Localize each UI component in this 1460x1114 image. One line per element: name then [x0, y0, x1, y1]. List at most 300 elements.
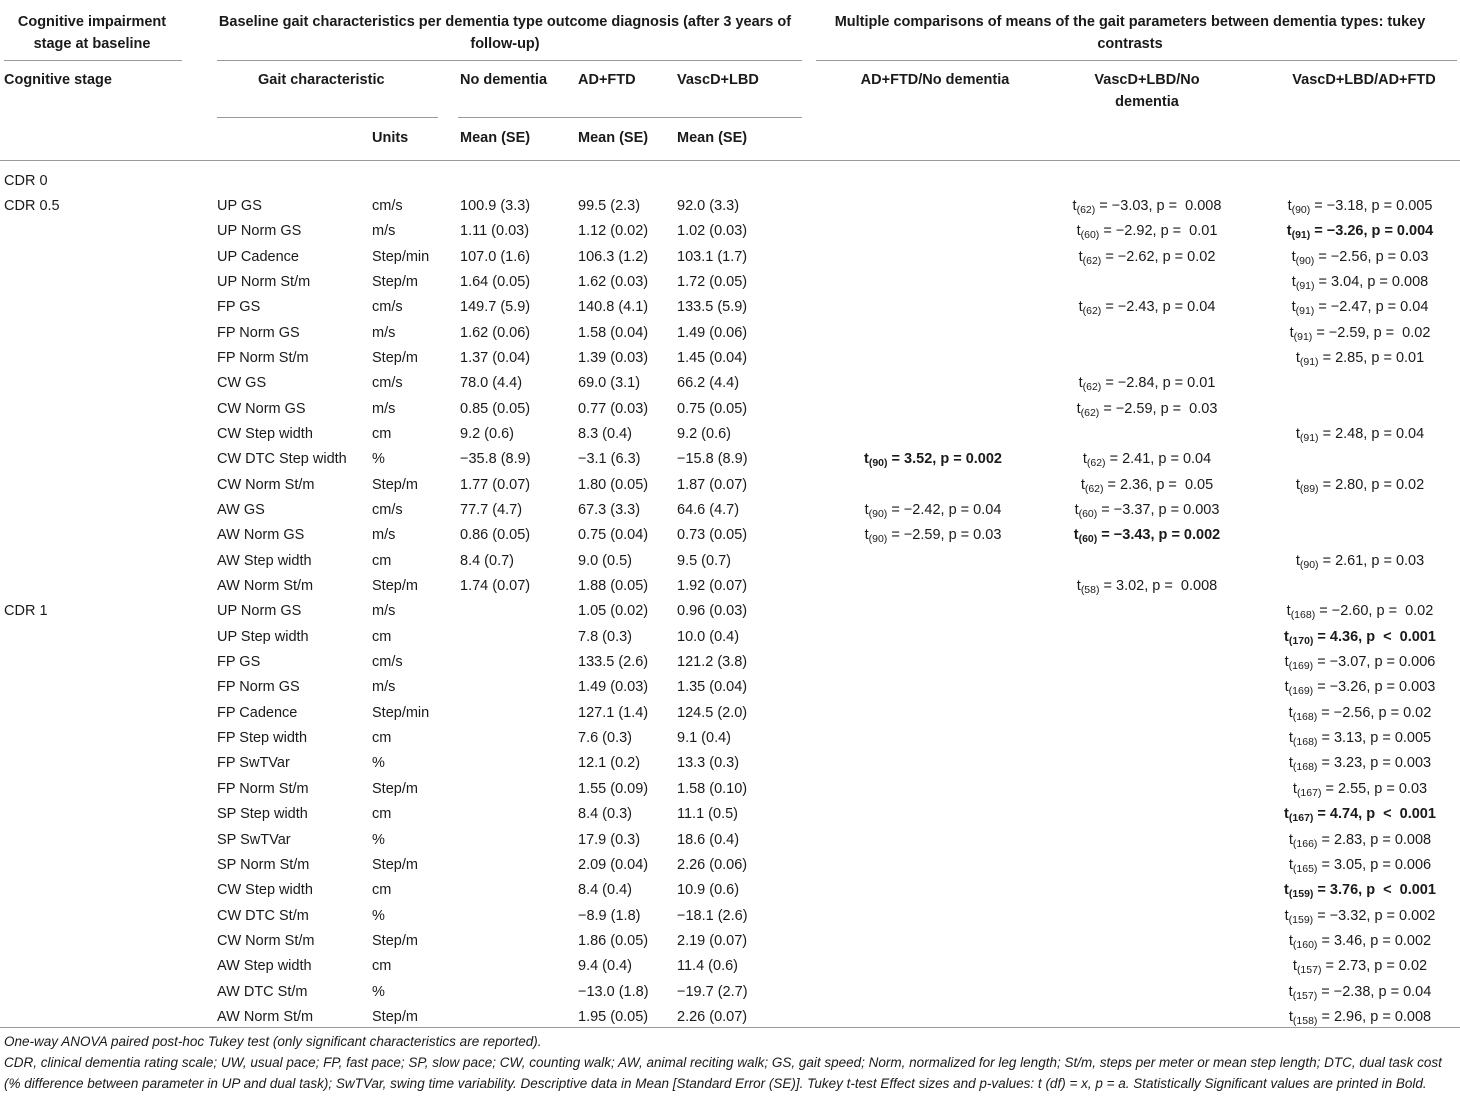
ad-ftd-mean-cell: 99.5 (2.3) — [578, 198, 641, 214]
ad-ftd-mean-cell: 1.88 (0.05) — [578, 578, 649, 595]
ad-ftd-mean-cell: 1.49 (0.03) — [578, 679, 649, 696]
degrees-of-freedom: (62) — [1082, 254, 1102, 267]
degrees-of-freedom: (90) — [1291, 204, 1311, 216]
cmp-vascd-lbd-ad-ftd-cell — [1270, 349, 1450, 367]
units-cell: Step/min — [372, 704, 430, 721]
vascd-lbd-mean-cell: 0.75 (0.05) — [677, 400, 748, 417]
cmp-vascd-lbd-ad-ftd-cell — [1270, 425, 1450, 443]
units-cell: cm — [372, 958, 392, 975]
ad-ftd-mean-cell: 9.4 (0.4) — [578, 958, 632, 975]
ad-ftd-mean-cell: 1.80 (0.05) — [578, 476, 649, 493]
test-result: = 3.05, p = 0.006 — [1317, 856, 1432, 873]
test-result: = 4.74, p < 0.001 — [1313, 806, 1436, 823]
t-statistic-symbol: t — [863, 451, 869, 468]
cmp-vascd-lbd-ad-ftd-cell — [1270, 907, 1450, 925]
degrees-of-freedom: (62) — [1086, 457, 1106, 470]
t-statistic-symbol: t — [1286, 603, 1291, 620]
degrees-of-freedom: (62) — [1076, 204, 1096, 216]
no-dementia-mean-cell: 1.62 (0.06) — [460, 324, 531, 341]
units-cell: cm/s — [372, 198, 403, 214]
gait-characteristic-cell: CW GS — [217, 375, 267, 392]
gait-characteristic-cell: CW Norm GS — [217, 400, 306, 417]
cmp-vascd-lbd-ad-ftd-cell — [1270, 298, 1450, 316]
vascd-lbd-mean-cell: 9.5 (0.7) — [677, 552, 731, 569]
gait-characteristic-cell: CW Step width — [217, 882, 313, 899]
test-result: = 2.85, p = 0.01 — [1318, 350, 1425, 367]
units-cell: % — [372, 451, 385, 468]
t-statistic-symbol: t — [1288, 1008, 1293, 1025]
vascd-lbd-mean-cell: 1.45 (0.04) — [677, 350, 748, 367]
ad-ftd-mean-cell: 1.05 (0.02) — [578, 603, 649, 620]
cmp-vascd-lbd-ad-ftd-cell — [1270, 602, 1450, 620]
vascd-lbd-mean-cell: −18.1 (2.6) — [677, 907, 748, 924]
t-statistic-symbol: t — [1082, 451, 1087, 468]
vascd-lbd-mean-cell: 1.87 (0.07) — [677, 476, 748, 493]
test-result: = 2.55, p = 0.03 — [1321, 780, 1428, 797]
t-statistic-symbol: t — [1288, 831, 1293, 848]
cmp-vascd-lbd-no-dementia-cell — [1057, 526, 1237, 544]
degrees-of-freedom: (90) — [868, 533, 888, 546]
vascd-lbd-mean-cell: 0.96 (0.03) — [677, 603, 748, 620]
degrees-of-freedom: (160) — [1292, 938, 1318, 951]
gait-characteristic-cell: SP SwTVar — [217, 831, 291, 848]
gait-characteristic-cell: AW Norm St/m — [217, 1008, 314, 1025]
cmp-vascd-lbd-ad-ftd-cell — [1270, 729, 1450, 747]
cmp-vascd-lbd-ad-ftd-cell — [1270, 957, 1450, 975]
gait-characteristic-cell: CW Norm St/m — [217, 476, 315, 493]
test-result: = 3.52, p = 0.002 — [887, 451, 1002, 468]
cmp-vascd-lbd-ad-ftd-cell — [1270, 222, 1450, 240]
gait-characteristic-cell: AW Norm GS — [217, 527, 305, 544]
degrees-of-freedom: (157) — [1296, 964, 1322, 977]
vascd-lbd-mean-cell: 66.2 (4.4) — [677, 375, 740, 392]
test-result: = −2.43, p = 0.04 — [1101, 299, 1216, 316]
cmp-vascd-lbd-ad-ftd-cell — [1270, 831, 1450, 849]
vascd-lbd-mean-cell: −19.7 (2.7) — [677, 983, 748, 1000]
units-cell: Step/min — [372, 248, 430, 265]
no-dementia-mean-cell: 1.37 (0.04) — [460, 350, 531, 367]
header-cmp-vascd-lbd-ad-ftd: VascD+LBD/AD+FTD — [1292, 72, 1436, 88]
units-cell: Step/m — [372, 780, 418, 797]
t-statistic-symbol: t — [1289, 324, 1294, 341]
test-result: = −3.37, p = 0.003 — [1097, 502, 1220, 519]
stage-label-cdr0: CDR 0 — [4, 173, 48, 189]
header-rule-gait — [217, 117, 438, 118]
cmp-vascd-lbd-ad-ftd-cell — [1270, 983, 1450, 1001]
test-result: = −3.07, p = 0.006 — [1313, 654, 1436, 671]
gait-characteristic-cell: SP Norm St/m — [217, 856, 310, 873]
degrees-of-freedom: (91) — [1295, 305, 1315, 318]
vascd-lbd-mean-cell: 18.6 (0.4) — [677, 831, 740, 848]
ad-ftd-mean-cell: 1.55 (0.09) — [578, 780, 649, 797]
cmp-vascd-lbd-no-dementia-cell — [1057, 197, 1237, 215]
header-baseline-group: Baseline gait characteristics per dementia type outcome diagnosis (after 3 years of follow-up) — [218, 14, 792, 52]
units-cell: Step/m — [372, 350, 418, 367]
gait-characteristic-cell: CW DTC Step width — [217, 451, 347, 468]
t-statistic-symbol: t — [1078, 248, 1083, 265]
vascd-lbd-mean-cell: 0.73 (0.05) — [677, 527, 748, 544]
gait-characteristic-cell: AW Step width — [217, 552, 312, 569]
units-cell: Step/m — [372, 476, 418, 493]
test-result: = −3.18, p = 0.005 — [1310, 198, 1433, 214]
units-cell: cm/s — [372, 502, 403, 519]
ad-ftd-mean-cell: 106.3 (1.2) — [578, 248, 649, 265]
test-result: = 2.36, p = 0.05 — [1103, 476, 1214, 493]
cmp-vascd-lbd-ad-ftd-cell — [1270, 552, 1450, 570]
gait-characteristic-cell: UP GS — [217, 198, 262, 214]
degrees-of-freedom: (89) — [1299, 482, 1319, 495]
units-cell: cm — [372, 806, 392, 823]
cmp-vascd-lbd-no-dementia-cell — [1057, 476, 1237, 494]
test-result: = −2.47, p = 0.04 — [1314, 299, 1429, 316]
cmp-vascd-lbd-ad-ftd-cell — [1270, 248, 1450, 266]
test-result: = 2.41, p = 0.04 — [1105, 451, 1212, 468]
ad-ftd-mean-cell: 8.3 (0.4) — [578, 426, 632, 443]
cmp-vascd-lbd-ad-ftd-cell — [1270, 932, 1450, 950]
degrees-of-freedom: (62) — [1082, 381, 1102, 394]
cmp-vascd-lbd-ad-ftd-cell — [1270, 704, 1450, 722]
no-dementia-mean-cell: 100.9 (3.3) — [460, 198, 531, 214]
no-dementia-mean-cell: 0.86 (0.05) — [460, 527, 531, 544]
units-cell: % — [372, 907, 385, 924]
t-statistic-symbol: t — [1284, 907, 1289, 924]
header-rule-baseline — [217, 60, 802, 61]
gait-characteristic-cell: FP Norm St/m — [217, 350, 309, 367]
test-result: = 3.02, p = 0.008 — [1099, 578, 1218, 595]
degrees-of-freedom: (168) — [1292, 736, 1318, 749]
vascd-lbd-mean-cell: 10.0 (0.4) — [677, 628, 740, 645]
test-result: = 3.23, p = 0.003 — [1317, 755, 1432, 772]
units-cell: m/s — [372, 400, 396, 417]
header-rule-means — [458, 117, 802, 118]
header-no-dementia: No dementia — [460, 72, 548, 88]
t-statistic-symbol: t — [1292, 958, 1297, 975]
t-statistic-symbol: t — [1291, 248, 1296, 265]
no-dementia-mean-cell: 1.77 (0.07) — [460, 476, 531, 493]
no-dementia-mean-cell: 77.7 (4.7) — [460, 502, 523, 519]
degrees-of-freedom: (168) — [1290, 609, 1316, 622]
vascd-lbd-mean-cell: 11.1 (0.5) — [677, 806, 738, 823]
header-mean-se-no-dementia: Mean (SE) — [460, 130, 531, 146]
vascd-lbd-mean-cell: 92.0 (3.3) — [677, 198, 740, 214]
units-cell: Step/m — [372, 856, 418, 873]
ad-ftd-mean-cell: 2.09 (0.04) — [578, 856, 649, 873]
gait-characteristic-cell: FP Norm St/m — [217, 780, 309, 797]
header-comparison-group: Multiple comparisons of means of the gait parameters between dementia types: tukey contrasts — [834, 14, 1426, 52]
units-cell: cm — [372, 552, 392, 569]
t-statistic-symbol: t — [1284, 628, 1289, 645]
units-cell: cm/s — [372, 375, 403, 392]
degrees-of-freedom: (165) — [1292, 862, 1318, 875]
header-units: Units — [372, 130, 409, 146]
test-result: = 2.48, p = 0.04 — [1318, 426, 1425, 443]
gait-characteristic-cell: UP Norm St/m — [217, 274, 311, 291]
gait-characteristic-cell: AW GS — [217, 502, 265, 519]
degrees-of-freedom: (168) — [1292, 761, 1318, 774]
test-result: = −2.59, p = 0.03 — [1099, 400, 1218, 417]
vascd-lbd-mean-cell: 11.4 (0.6) — [677, 958, 738, 975]
no-dementia-mean-cell: 107.0 (1.6) — [460, 248, 531, 265]
test-result: = 3.13, p = 0.005 — [1317, 730, 1432, 747]
test-result: = −3.26, p = 0.003 — [1313, 679, 1436, 696]
table-bottom-rule — [0, 1027, 1460, 1028]
test-result: = −2.38, p = 0.04 — [1317, 983, 1432, 1000]
t-statistic-symbol: t — [1295, 426, 1300, 443]
stage-cell: CDR 0.5 — [4, 198, 60, 214]
cmp-vascd-lbd-ad-ftd-cell — [1270, 476, 1450, 494]
test-result: = −2.42, p = 0.04 — [887, 502, 1002, 519]
t-statistic-symbol: t — [1291, 274, 1296, 291]
gait-characteristic-cell: UP Step width — [217, 628, 309, 645]
vascd-lbd-mean-cell: 2.26 (0.07) — [677, 1008, 748, 1025]
test-result: = −2.56, p = 0.02 — [1317, 704, 1432, 721]
units-cell: % — [372, 831, 385, 848]
header-cmp-vascd-lbd-no-dementia: VascD+LBD/No dementia — [1094, 72, 1200, 110]
test-result: = 2.73, p = 0.02 — [1321, 958, 1428, 975]
t-statistic-symbol: t — [1076, 578, 1081, 595]
units-cell: % — [372, 755, 385, 772]
degrees-of-freedom: (62) — [1082, 305, 1102, 318]
t-statistic-symbol: t — [1288, 755, 1293, 772]
test-result: = −3.26, p = 0.004 — [1310, 223, 1434, 240]
ad-ftd-mean-cell: 0.75 (0.04) — [578, 527, 649, 544]
units-cell: m/s — [372, 603, 396, 620]
degrees-of-freedom: (168) — [1292, 710, 1318, 723]
vascd-lbd-mean-cell: 1.02 (0.03) — [677, 223, 748, 240]
t-statistic-symbol: t — [1080, 476, 1085, 493]
units-cell: Step/m — [372, 932, 418, 949]
cmp-vascd-lbd-ad-ftd-cell — [1270, 780, 1450, 798]
header-vascd-lbd: VascD+LBD — [677, 72, 759, 88]
vascd-lbd-mean-cell: 9.2 (0.6) — [677, 426, 731, 443]
ad-ftd-mean-cell: −8.9 (1.8) — [578, 907, 641, 924]
degrees-of-freedom: (167) — [1296, 786, 1322, 799]
units-cell: cm — [372, 426, 392, 443]
cmp-vascd-lbd-no-dementia-cell — [1057, 248, 1237, 266]
ad-ftd-mean-cell: 69.0 (3.1) — [578, 375, 641, 392]
gait-characteristic-cell: AW DTC St/m — [217, 983, 308, 1000]
cmp-vascd-lbd-no-dementia-cell — [1057, 298, 1237, 316]
vascd-lbd-mean-cell: 1.35 (0.04) — [677, 679, 748, 696]
units-cell: cm — [372, 882, 392, 899]
vascd-lbd-mean-cell: 1.72 (0.05) — [677, 274, 748, 291]
header-gait-characteristic: Gait characteristic — [258, 72, 385, 88]
vascd-lbd-mean-cell: 2.26 (0.06) — [677, 856, 748, 873]
vascd-lbd-mean-cell: −15.8 (8.9) — [677, 451, 748, 468]
ad-ftd-mean-cell: 9.0 (0.5) — [578, 552, 632, 569]
degrees-of-freedom: (159) — [1288, 888, 1314, 901]
degrees-of-freedom: (157) — [1292, 989, 1318, 1002]
vascd-lbd-mean-cell: 103.1 (1.7) — [677, 248, 748, 265]
header-ad-ftd: AD+FTD — [578, 72, 636, 88]
cmp-vascd-lbd-ad-ftd-cell — [1270, 678, 1450, 696]
degrees-of-freedom: (169) — [1288, 660, 1314, 673]
ad-ftd-mean-cell: 8.4 (0.3) — [578, 806, 632, 823]
cmp-vascd-lbd-no-dementia-cell — [1057, 400, 1237, 418]
gait-characteristic-cell: AW Step width — [217, 958, 312, 975]
t-statistic-symbol: t — [1284, 806, 1289, 823]
header-stage-group: Cognitive impairment stage at baseline — [17, 14, 167, 52]
vascd-lbd-mean-cell: 133.5 (5.9) — [677, 299, 748, 316]
units-cell: m/s — [372, 527, 396, 544]
t-statistic-symbol: t — [1288, 856, 1293, 873]
vascd-lbd-mean-cell: 9.1 (0.4) — [677, 730, 731, 747]
cmp-vascd-lbd-ad-ftd-cell — [1270, 197, 1450, 215]
header-cognitive-stage: Cognitive stage — [4, 72, 112, 88]
test-result: = 2.96, p = 0.008 — [1317, 1008, 1432, 1025]
t-statistic-symbol: t — [1072, 198, 1077, 214]
ad-ftd-mean-cell: 1.62 (0.03) — [578, 274, 649, 291]
degrees-of-freedom: (62) — [1084, 482, 1104, 495]
cmp-vascd-lbd-no-dementia-cell — [1057, 450, 1237, 468]
t-statistic-symbol: t — [1284, 654, 1289, 671]
cmp-vascd-lbd-ad-ftd-cell — [1270, 653, 1450, 671]
test-result: = 4.36, p < 0.001 — [1313, 628, 1436, 645]
ad-ftd-mean-cell: 1.86 (0.05) — [578, 932, 649, 949]
ad-ftd-mean-cell: 7.8 (0.3) — [578, 628, 632, 645]
units-cell: Step/m — [372, 274, 418, 291]
cmp-vascd-lbd-ad-ftd-cell — [1270, 324, 1450, 342]
degrees-of-freedom: (90) — [868, 457, 888, 470]
cmp-vascd-lbd-ad-ftd-cell — [1270, 628, 1450, 646]
ad-ftd-mean-cell: 1.95 (0.05) — [578, 1008, 649, 1025]
t-statistic-symbol: t — [1076, 223, 1081, 240]
t-statistic-symbol: t — [1291, 299, 1296, 316]
cmp-vascd-lbd-no-dementia-cell — [1057, 577, 1237, 595]
vascd-lbd-mean-cell: 10.9 (0.6) — [677, 882, 740, 899]
t-statistic-symbol: t — [1287, 198, 1292, 214]
test-result: = 3.04, p = 0.008 — [1314, 274, 1429, 291]
gait-characteristic-cell: UP Norm GS — [217, 223, 302, 240]
test-result: = −2.92, p = 0.01 — [1099, 223, 1218, 240]
t-statistic-symbol: t — [1292, 780, 1297, 797]
test-result: = −3.43, p = 0.002 — [1097, 527, 1221, 544]
gait-characteristic-cell: FP SwTVar — [217, 755, 290, 772]
vascd-lbd-mean-cell: 124.5 (2.0) — [677, 704, 748, 721]
units-cell: cm — [372, 628, 392, 645]
degrees-of-freedom: (60) — [1078, 508, 1098, 521]
stage-cell: CDR 1 — [4, 603, 48, 620]
degrees-of-freedom: (91) — [1295, 280, 1315, 293]
ad-ftd-mean-cell: −13.0 (1.8) — [578, 983, 649, 1000]
vascd-lbd-mean-cell: 1.92 (0.07) — [677, 578, 748, 595]
degrees-of-freedom: (167) — [1288, 812, 1314, 825]
cmp-vascd-lbd-ad-ftd-cell — [1270, 856, 1450, 874]
t-statistic-symbol: t — [1288, 983, 1293, 1000]
gait-characteristic-cell: AW Norm St/m — [217, 578, 314, 595]
test-result: = −2.59, p = 0.02 — [1312, 324, 1431, 341]
t-statistic-symbol: t — [1078, 299, 1083, 316]
cmp-vascd-lbd-ad-ftd-cell — [1270, 754, 1450, 772]
ad-ftd-mean-cell: 1.12 (0.02) — [578, 223, 649, 240]
t-statistic-symbol: t — [1284, 882, 1289, 899]
degrees-of-freedom: (60) — [1078, 533, 1098, 546]
degrees-of-freedom: (169) — [1288, 685, 1314, 698]
units-cell: cm/s — [372, 654, 403, 671]
t-statistic-symbol: t — [864, 527, 869, 544]
cmp-ad-ftd-no-dementia-cell — [843, 501, 1023, 519]
degrees-of-freedom: (158) — [1292, 1014, 1318, 1027]
t-statistic-symbol: t — [1295, 552, 1300, 569]
vascd-lbd-mean-cell: 1.58 (0.10) — [677, 780, 748, 797]
test-result: = −2.56, p = 0.03 — [1314, 248, 1429, 265]
gait-characteristic-cell: FP Step width — [217, 730, 308, 747]
cmp-ad-ftd-no-dementia-cell — [843, 526, 1023, 544]
footnote-method: One-way ANOVA paired post-hoc Tukey test (only significant characteristics are reported). — [4, 1034, 542, 1049]
units-cell: cm/s — [372, 299, 403, 316]
degrees-of-freedom: (91) — [1291, 229, 1311, 242]
ad-ftd-mean-cell: 17.9 (0.3) — [578, 831, 641, 848]
header-bottom-rule — [0, 160, 1460, 161]
ad-ftd-mean-cell: 0.77 (0.03) — [578, 400, 649, 417]
ad-ftd-mean-cell: 67.3 (3.3) — [578, 502, 641, 519]
ad-ftd-mean-cell: −3.1 (6.3) — [578, 451, 641, 468]
gait-characteristic-cell: FP Norm GS — [217, 679, 300, 696]
no-dementia-mean-cell: 8.4 (0.7) — [460, 552, 514, 569]
test-result: = −2.84, p = 0.01 — [1101, 375, 1216, 392]
cmp-vascd-lbd-no-dementia-cell — [1057, 501, 1237, 519]
header-mean-se-vascd-lbd: Mean (SE) — [677, 130, 748, 146]
test-result: = 3.46, p = 0.002 — [1317, 932, 1432, 949]
ad-ftd-mean-cell: 1.39 (0.03) — [578, 350, 649, 367]
test-result: = −2.59, p = 0.03 — [887, 527, 1002, 544]
test-result: = 2.61, p = 0.03 — [1318, 552, 1425, 569]
ad-ftd-mean-cell: 1.58 (0.04) — [578, 324, 649, 341]
degrees-of-freedom: (166) — [1292, 837, 1318, 850]
degrees-of-freedom: (91) — [1299, 432, 1319, 445]
vascd-lbd-mean-cell: 1.49 (0.06) — [677, 324, 748, 341]
units-cell: % — [372, 983, 385, 1000]
t-statistic-symbol: t — [1288, 932, 1293, 949]
test-result: = 3.76, p < 0.001 — [1313, 882, 1436, 899]
gait-characteristic-cell: CW DTC St/m — [217, 907, 309, 924]
units-cell: cm — [372, 730, 392, 747]
header-mean-se-ad-ftd: Mean (SE) — [578, 130, 649, 146]
ad-ftd-mean-cell: 140.8 (4.1) — [578, 299, 649, 316]
header-rule-comparison — [816, 60, 1457, 61]
vascd-lbd-mean-cell: 64.6 (4.7) — [677, 502, 740, 519]
vascd-lbd-mean-cell: 2.19 (0.07) — [677, 932, 748, 949]
gait-characteristic-cell: UP Cadence — [217, 248, 299, 265]
cmp-ad-ftd-no-dementia-cell — [843, 450, 1023, 468]
t-statistic-symbol: t — [1295, 476, 1300, 493]
ad-ftd-mean-cell: 133.5 (2.6) — [578, 654, 649, 671]
vascd-lbd-mean-cell: 13.3 (0.3) — [677, 755, 740, 772]
t-statistic-symbol: t — [1076, 400, 1081, 417]
t-statistic-symbol: t — [1288, 730, 1293, 747]
cmp-vascd-lbd-ad-ftd-cell — [1270, 805, 1450, 823]
t-statistic-symbol: t — [1286, 223, 1292, 240]
ad-ftd-mean-cell: 12.1 (0.2) — [578, 755, 641, 772]
header-cmp-ad-ftd-no-dementia: AD+FTD/No dementia — [860, 72, 1010, 88]
header-rule-stage — [4, 60, 182, 61]
test-result: = −3.32, p = 0.002 — [1313, 907, 1436, 924]
footnote-abbreviations: CDR, clinical dementia rating scale; UW, usual pace; FP, fast pace; SP, slow pace; CW, counting walk; AW, animal reciting walk; GS, gait speed; Norm, normalized for leg length; St/m, steps per meter or mean step length; DTC, dual task cost (% difference between parameter in UP and dual task); SwTVar, swing time variability. Descriptive data in Mean [Standard Error (SE)]. Tukey t-test Effect sizes and p-values: t (df) = x, p = a. Statistically Significant values are printed in Bold. — [4, 1055, 1442, 1091]
test-result: = −2.60, p = 0.02 — [1315, 603, 1434, 620]
degrees-of-freedom: (90) — [1295, 254, 1315, 267]
degrees-of-freedom: (60) — [1080, 229, 1100, 242]
test-result: = 2.83, p = 0.008 — [1317, 831, 1432, 848]
gait-characteristic-cell: CW Step width — [217, 426, 313, 443]
t-statistic-symbol: t — [1284, 679, 1289, 696]
gait-characteristic-cell: UP Norm GS — [217, 603, 302, 620]
degrees-of-freedom: (90) — [1299, 558, 1319, 571]
t-statistic-symbol: t — [1074, 502, 1079, 519]
test-result: = −3.03, p = 0.008 — [1095, 198, 1222, 214]
t-statistic-symbol: t — [1073, 527, 1079, 544]
cmp-vascd-lbd-ad-ftd-cell — [1270, 273, 1450, 291]
units-cell: m/s — [372, 679, 396, 696]
